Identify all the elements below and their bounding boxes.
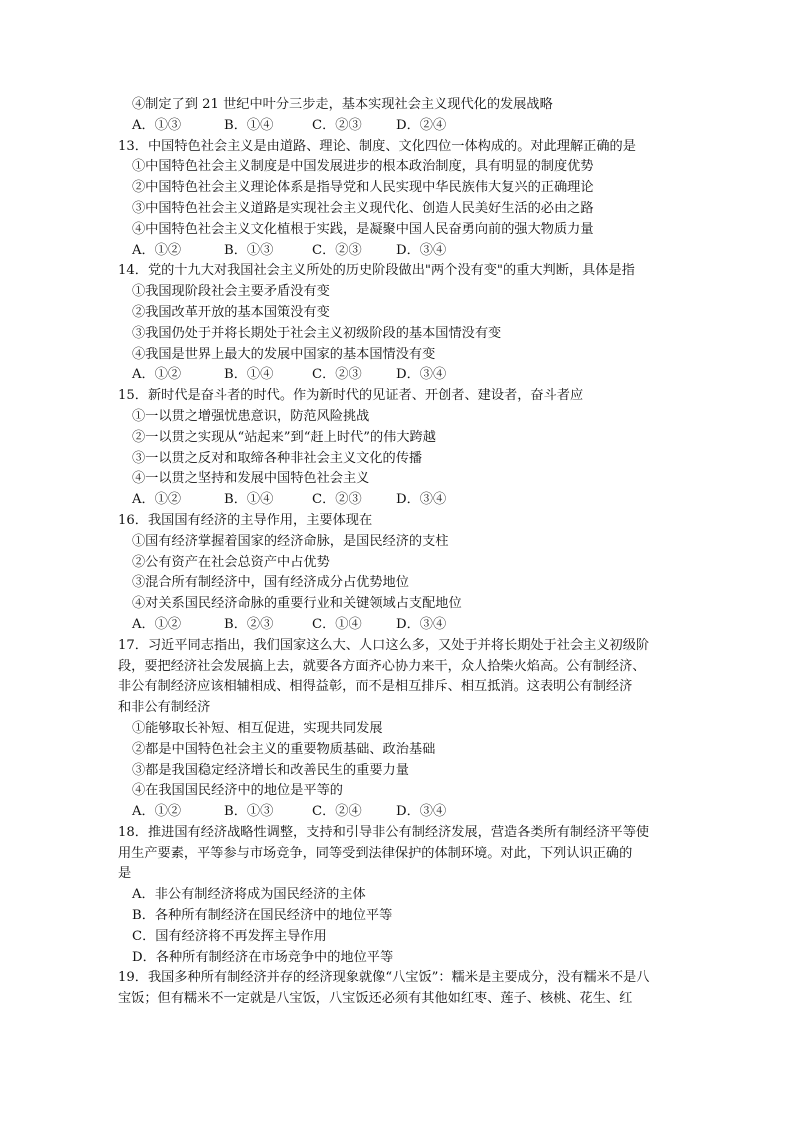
choice-c: C．国有经济将不再发挥主导作用 xyxy=(132,928,327,944)
option-line: ①中国特色社会主义制度是中国发展进步的根本政治制度，具有明显的制度优势 xyxy=(132,159,594,175)
choice-d: D．各种所有制经济在市场竞争中的地位平等 xyxy=(132,949,394,965)
choice-a: A．非公有制经济将成为国民经济的主体 xyxy=(132,887,366,903)
choice-b: B．各种所有制经济在国民经济中的地位平等 xyxy=(132,908,393,924)
question-stem-cont: 用生产要素，平等参与市场竞争，同等受到法律保护的体制环境。对此，下列认识正确的 xyxy=(118,845,633,861)
option-line: ①我国现阶段社会主要矛盾没有变 xyxy=(132,284,330,300)
question-stem: 15．新时代是奋斗者的时代。作为新时代的见证者、开创者、建设者，奋斗者应 xyxy=(118,388,584,404)
option-line: ④一以贯之坚持和发展中国特色社会主义 xyxy=(132,471,370,487)
option-line: ④中国特色社会主义文化植根于实践，是凝聚中国人民奋勇向前的强大物质力量 xyxy=(132,221,594,237)
choice-a: A．①② xyxy=(132,492,182,508)
choice-a: A．①② xyxy=(132,367,182,383)
choice-c: C．②④ xyxy=(312,804,362,820)
option-line: ②公有资产在社会总资产中占优势 xyxy=(132,554,330,570)
choice-c: C．②③ xyxy=(312,492,362,508)
question-stem-cont: 是 xyxy=(118,866,132,882)
option-line: ②中国特色社会主义理论体系是指导党和人民实现中华民族伟大复兴的正确理论 xyxy=(132,180,594,196)
choice-a: A．①② xyxy=(132,616,182,632)
option-line: ③我国仍处于并将长期处于社会主义初级阶段的基本国情没有变 xyxy=(132,325,502,341)
option-line: ②都是中国特色社会主义的重要物质基础、政治基础 xyxy=(132,741,436,757)
question-stem: 13．中国特色社会主义是由道路、理论、制度、文化四位一体构成的。对此理解正确的是 xyxy=(118,138,636,154)
choice-d: D．③④ xyxy=(396,492,447,508)
option-line: ③混合所有制经济中，国有经济成分占优势地位 xyxy=(132,575,409,591)
choice-c: C．②③ xyxy=(312,242,362,258)
choice-b: B．①④ xyxy=(224,367,274,383)
option-line: ④制定了到 21 世纪中叶分三步走，基本实现社会主义现代化的发展战略 xyxy=(132,97,553,112)
answer-choices xyxy=(118,490,688,511)
choice-a: A．①② xyxy=(132,242,182,258)
question-stem: 16．我国国有经济的主导作用，主要体现在 xyxy=(118,512,373,528)
question-stem: 19．我国多种所有制经济并存的经济现象就像“八宝饭”：糯米是主要成分，没有糯米不是八 xyxy=(118,970,650,986)
question-list xyxy=(118,95,688,1010)
choice-d: D．③④ xyxy=(396,242,447,258)
option-line: ①国有经济掌握着国家的经济命脉，是国民经济的支柱 xyxy=(132,533,449,549)
option-line: ④我国是世界上最大的发展中国家的基本国情没有变 xyxy=(132,346,436,362)
option-line: ④在我国国民经济中的地位是平等的 xyxy=(132,783,343,799)
option-line: ③都是我国稳定经济增长和改善民生的重要力量 xyxy=(132,762,409,778)
choice-a: A．①② xyxy=(132,804,182,820)
question-stem-cont: 和非公有制经济 xyxy=(118,700,211,716)
choice-a: A．①③ xyxy=(132,117,182,133)
choice-b: B．①④ xyxy=(224,117,274,133)
answer-choices xyxy=(118,802,688,823)
question-stem-cont: 非公有制经济应该相辅相成、相得益彰，而不是相互排斥、相互抵消。这表明公有制经济 xyxy=(118,679,633,695)
question-stem: 18．推进国有经济战略性调整，支持和引导非公有制经济发展，营造各类所有制经济平等使 xyxy=(118,824,650,840)
answer-choices xyxy=(118,365,688,386)
choice-d: D．③④ xyxy=(396,616,447,632)
option-line: ①能够取长补短、相互促进，实现共同发展 xyxy=(132,720,383,736)
option-line: ③一以贯之反对和取缔各种非社会主义文化的传播 xyxy=(132,450,423,466)
option-line: ④对关系国民经济命脉的重要行业和关键领域占支配地位 xyxy=(132,596,462,612)
choice-b: B．①③ xyxy=(224,804,274,820)
option-line: ③中国特色社会主义道路是实现社会主义现代化、创造人民美好生活的必由之路 xyxy=(132,200,594,216)
question-stem-cont: 宝饭；但有糯米不一定就是八宝饭，八宝饭还必须有其他如红枣、莲子、核桃、花生、红 xyxy=(118,991,633,1007)
question-stem: 17．习近平同志指出，我们国家这么大、人口这么多，又处于并将长期处于社会主义初级阶 xyxy=(118,637,650,653)
choice-d: D．③④ xyxy=(396,804,447,820)
choice-b: B．①③ xyxy=(224,242,274,258)
option-line: ①一以贯之增强忧患意识，防范风险挑战 xyxy=(132,408,370,424)
question-stem: 14．党的十九大对我国社会主义所处的历史阶段做出"两个没有变"的重大判断，具体是指 xyxy=(118,263,635,279)
option-line: ②一以贯之实现从“站起来”到“赶上时代”的伟大跨越 xyxy=(132,429,436,445)
choice-c: C．②③ xyxy=(312,117,362,133)
choice-c: C．②③ xyxy=(312,367,362,383)
choice-d: D．②④ xyxy=(396,117,447,133)
answer-choices xyxy=(118,116,688,137)
choice-b: B．②③ xyxy=(224,616,274,632)
answer-choices xyxy=(118,615,688,636)
answer-choices xyxy=(118,241,688,262)
choice-c: C．①④ xyxy=(312,616,362,632)
question-stem-cont: 段，要把经济社会发展搞上去，就要各方面齐心协力来干，众人拾柴火焰高。公有制经济、 xyxy=(118,658,646,674)
choice-b: B．①④ xyxy=(224,492,274,508)
choice-d: D．③④ xyxy=(396,367,447,383)
option-line: ②我国改革开放的基本国策没有变 xyxy=(132,304,330,320)
